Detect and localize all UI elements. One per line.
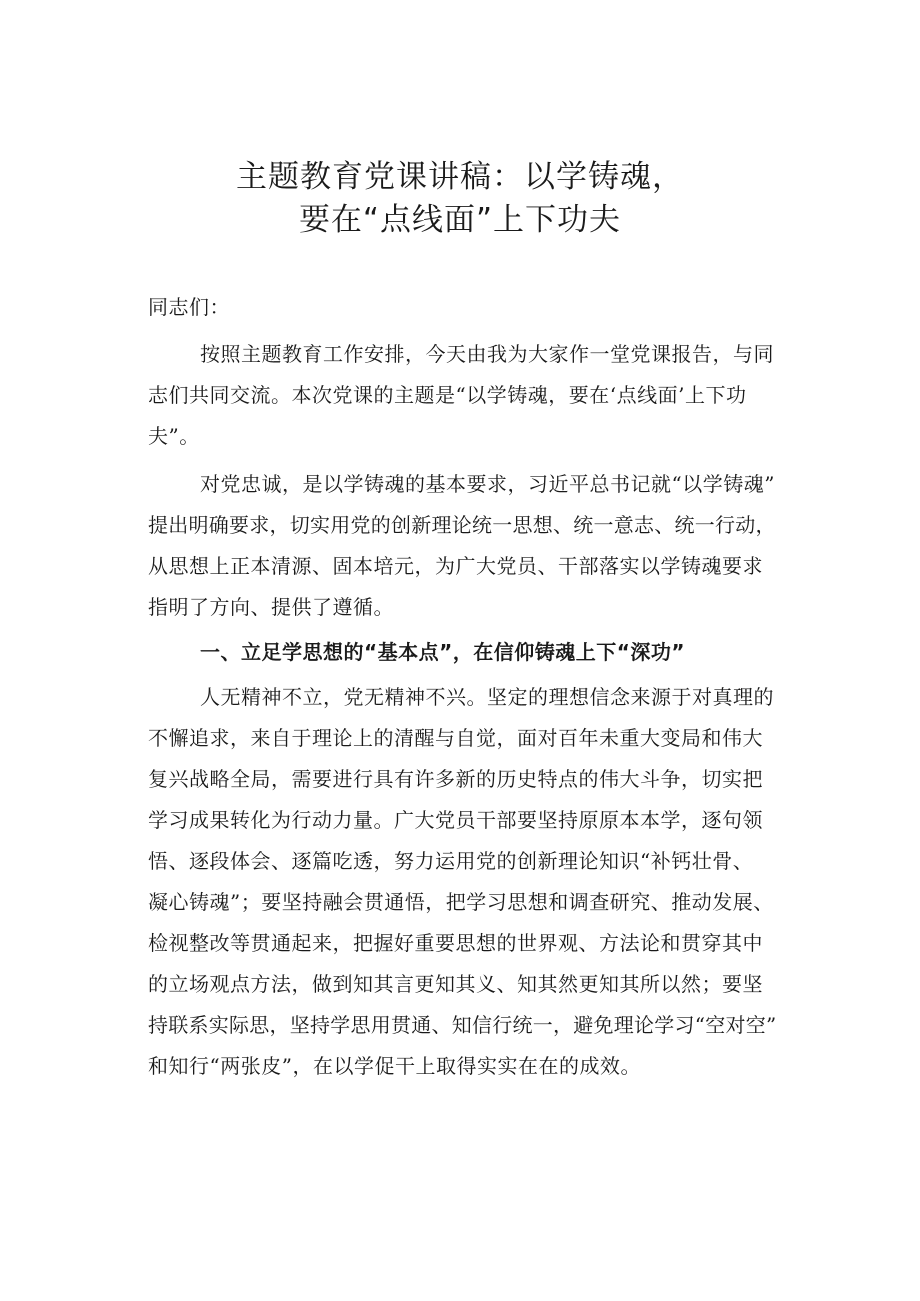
document-title-line-1: 主题教育党课讲稿：以学铸魂， xyxy=(236,159,684,195)
paragraph-2-line-1: 对党忠诚，是以学铸魂的基本要求，习近平总书记就“以学铸魂” xyxy=(200,472,775,496)
paragraph-2-line-2: 提出明确要求，切实用党的创新理论统一思想、统一意志、统一行动， xyxy=(148,513,776,537)
paragraph-3-line-1: 人无精神不立，党无精神不兴。坚定的理想信念来源于对真理的 xyxy=(200,685,774,709)
paragraph-1-line-2: 志们共同交流。本次党课的主题是“以学铸魂，要在‘点线面’上下功 xyxy=(148,383,747,407)
paragraph-3-line-4: 学习成果转化为行动力量。广大党员干部要坚持原原本本学，逐句领 xyxy=(148,808,763,832)
paragraph-1-line-1: 按照主题教育工作安排，今天由我为大家作一堂党课报告，与同 xyxy=(200,342,774,366)
paragraph-3-line-6: 凝心铸魂”；要坚持融会贯通悟，把学习思想和调查研究、推动发展、 xyxy=(148,890,774,914)
paragraph-3-line-5: 悟、逐段体会、逐篇吃透，努力运用党的创新理论知识“补钙壮骨、 xyxy=(148,849,754,873)
paragraph-3-line-10: 和知行“两张皮”，在以学促干上取得实实在在的成效。 xyxy=(148,1054,641,1078)
paragraph-3-line-8: 的立场观点方法，做到知其言更知其义、知其然更知其所以然；要坚 xyxy=(148,972,763,996)
paragraph-2-line-3: 从思想上正本清源、固本培元，为广大党员、干部落实以学铸魂要求 xyxy=(148,554,763,578)
paragraph-2-line-4: 指明了方向、提供了遵循。 xyxy=(148,595,394,619)
paragraph-3-line-3: 复兴战略全局，需要进行具有许多新的历史特点的伟大斗争，切实把 xyxy=(148,767,763,791)
paragraph-3-line-9: 持联系实际思，坚持学思用贯通、知信行统一，避免理论学习“空对空” xyxy=(148,1013,777,1037)
paragraph-1-line-3: 夫”。 xyxy=(148,424,200,448)
paragraph-3-line-2: 不懈追求，来自于理论上的清醒与自觉，面对百年未重大变局和伟大 xyxy=(148,726,763,750)
section-1-heading: 一、立足学思想的“基本点”，在信仰铸魂上下“深功” xyxy=(200,640,686,664)
paragraph-3-line-7: 检视整改等贯通起来，把握好重要思想的世界观、方法论和贯穿其中 xyxy=(148,931,763,955)
document-title-line-2: 要在“点线面”上下功夫 xyxy=(298,202,622,238)
salutation: 同志们： xyxy=(148,295,230,319)
